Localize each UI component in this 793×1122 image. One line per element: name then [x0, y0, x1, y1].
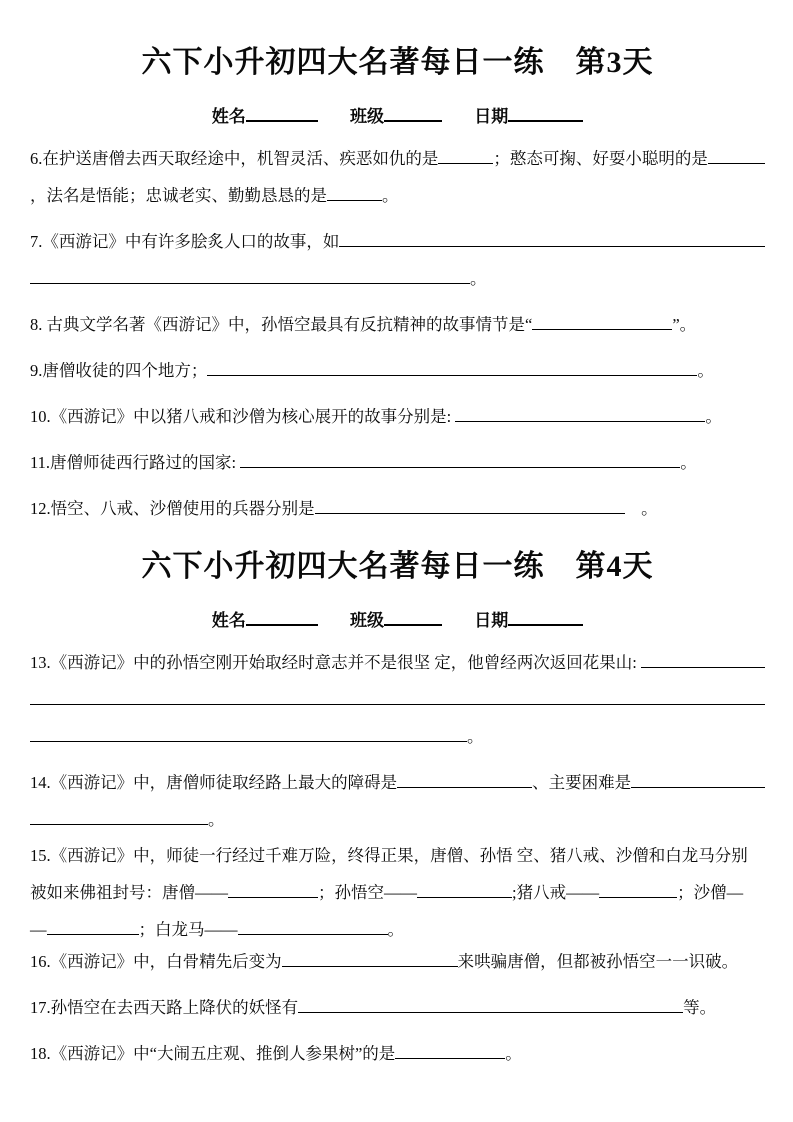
question-15	[30, 845, 765, 941]
answer-blank[interactable]	[641, 666, 765, 668]
question-text: 10.《西游记》中以猪八戒和沙僧为核心展开的故事分别是:	[30, 407, 456, 426]
student-info-row-day4	[30, 610, 765, 632]
question-7	[30, 231, 765, 290]
answer-blank[interactable]	[708, 162, 765, 164]
question-text: 等。	[683, 998, 717, 1017]
answer-blank[interactable]	[339, 245, 765, 247]
question-text: 。	[680, 453, 697, 472]
answer-blank[interactable]	[30, 823, 208, 825]
answer-blank[interactable]	[282, 965, 458, 967]
answer-blank[interactable]	[315, 512, 625, 514]
answer-blank[interactable]	[30, 282, 470, 284]
question-text: 13.《西游记》中的孙悟空刚开始取经时意志并不是很坚 定，他曾经两次返回花果山:	[30, 653, 641, 672]
question-16	[30, 951, 765, 973]
question-text: 。	[705, 407, 722, 426]
question-text: ；憨态可掬、好耍小聪明的是	[493, 149, 708, 168]
date-label: 日期	[474, 611, 509, 630]
question-text: 。	[382, 186, 399, 205]
question-8	[30, 314, 765, 336]
question-11	[30, 452, 765, 474]
question-6	[30, 148, 765, 207]
question-text: 17.孙悟空在去西天路上降伏的妖怪有	[30, 998, 299, 1017]
question-text: ；白龙马——	[138, 920, 238, 939]
answer-blank[interactable]	[30, 740, 467, 742]
answer-blank[interactable]	[438, 162, 493, 164]
answer-blank[interactable]	[47, 933, 139, 935]
question-text: 、主要困难是	[532, 773, 632, 792]
question-text: 。	[505, 1044, 522, 1063]
question-text: —	[30, 920, 47, 939]
question-text: 。	[697, 361, 714, 380]
answer-blank[interactable]	[397, 786, 532, 788]
question-9	[30, 360, 765, 382]
answer-blank[interactable]	[631, 786, 765, 788]
question-text: ，法名是悟能；忠诚老实、勤勤恳恳的是	[30, 186, 327, 205]
question-text: 12.悟空、八戒、沙僧使用的兵器分别是	[30, 499, 315, 518]
class-label: 班级	[350, 611, 384, 630]
name-label: 姓名	[211, 107, 246, 126]
question-text: 15.《西游记》中，师徒一行经过千难万险，终得正果，唐僧、孙悟 空、猪八戒、沙僧和白龙马分别	[30, 846, 748, 865]
answer-blank[interactable]	[207, 374, 697, 376]
question-text: 16.《西游记》中，白骨精先后变为	[30, 952, 282, 971]
question-text: ”。	[672, 315, 697, 334]
question-text: 。	[470, 269, 487, 288]
class-blank[interactable]	[384, 119, 442, 122]
name-blank[interactable]	[246, 623, 318, 626]
name-label: 姓名	[211, 611, 246, 630]
answer-blank[interactable]	[298, 1011, 683, 1013]
worksheet-title-day4: 六下小升初四大名著每日一练 第4天	[141, 550, 654, 583]
question-17	[30, 997, 765, 1019]
day3-section	[30, 46, 765, 520]
question-text: 11.唐僧师徒西行路过的国家:	[30, 453, 241, 472]
worksheet-title-day3: 六下小升初四大名著每日一练 第3天	[141, 46, 654, 79]
answer-blank[interactable]	[327, 199, 382, 201]
question-18	[30, 1043, 765, 1065]
question-text: 14.《西游记》中，唐僧师徒取经路上最大的障碍是	[30, 773, 398, 792]
question-text: 9.唐僧收徒的四个地方；	[30, 361, 208, 380]
question-14	[30, 772, 765, 831]
question-12	[30, 498, 765, 520]
date-blank[interactable]	[508, 623, 583, 626]
class-label: 班级	[350, 107, 384, 126]
answer-blank[interactable]	[599, 896, 677, 898]
date-label: 日期	[474, 107, 509, 126]
question-text: 7.《西游记》中有许多脍炙人口的故事，如	[30, 232, 340, 251]
question-text: 。	[624, 499, 658, 518]
question-10	[30, 406, 765, 428]
question-text: 。	[467, 727, 484, 746]
question-text: ；孙悟空——	[318, 883, 417, 902]
question-text: 18.《西游记》中“大闹五庄观、推倒人参果树”的是	[30, 1044, 396, 1063]
question-13	[30, 652, 765, 748]
question-text: ；沙僧—	[677, 883, 744, 902]
question-text: 。	[208, 810, 225, 829]
question-text: ;猪八戒——	[512, 883, 600, 902]
answer-blank[interactable]	[395, 1057, 505, 1059]
question-text: 来哄骗唐僧，但都被孙悟空一一识破。	[457, 952, 739, 971]
answer-blank[interactable]	[417, 896, 512, 898]
question-text: 6.在护送唐僧去西天取经途中，机智灵活、疾恶如仇的是	[30, 149, 439, 168]
answer-blank[interactable]	[238, 933, 388, 935]
answer-blank[interactable]	[228, 896, 318, 898]
question-text: 被如来佛祖封号：唐僧——	[30, 883, 228, 902]
day4-section	[30, 550, 765, 1065]
answer-blank[interactable]	[532, 328, 672, 330]
answer-blank[interactable]	[30, 703, 765, 705]
answer-blank[interactable]	[455, 420, 705, 422]
class-blank[interactable]	[384, 623, 442, 626]
answer-blank[interactable]	[240, 466, 680, 468]
student-info-row-day3	[30, 106, 765, 128]
question-text: 8. 古典文学名著《西游记》中，孙悟空最具有反抗精神的故事情节是“	[30, 315, 533, 334]
date-blank[interactable]	[508, 119, 583, 122]
question-text: 。	[387, 920, 404, 939]
name-blank[interactable]	[246, 119, 318, 122]
